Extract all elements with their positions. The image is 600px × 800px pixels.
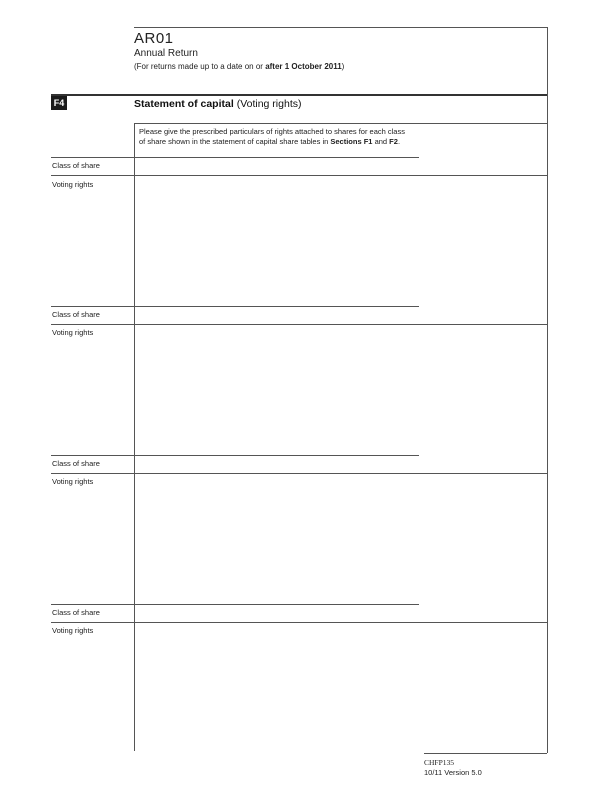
voting-rights-input[interactable] [136, 176, 546, 305]
class-of-share-input[interactable] [136, 456, 418, 472]
form-title: Annual Return [134, 48, 198, 59]
class-of-share-input[interactable] [136, 158, 418, 174]
class-of-share-label: Class of share [52, 459, 100, 468]
footer-version: 10/11 Version 5.0 [424, 768, 482, 777]
footer-form-code: CHFP135 [424, 758, 455, 767]
voting-rights-label: Voting rights [52, 626, 94, 635]
instruction-text: Please give the prescribed particulars of rights attached to shares for each class of share shown in the statement of capital share tables in Sections F1 and F2. [139, 127, 405, 146]
instruction-top-rule [134, 123, 547, 124]
class-of-share-input[interactable] [136, 307, 418, 323]
voting-rights-label: Voting rights [52, 477, 94, 486]
voting-rights-label: Voting rights [52, 328, 94, 337]
class-of-share-label: Class of share [52, 608, 100, 617]
form-subtitle: (For returns made up to a date on or after 1 October 2011) [134, 62, 345, 71]
class-of-share-label: Class of share [52, 310, 100, 319]
form-code: AR01 [134, 30, 174, 47]
top-border [134, 27, 547, 28]
section-title: Statement of capital (Voting rights) [134, 98, 302, 110]
class-of-share-input[interactable] [136, 605, 418, 621]
column-separator [134, 123, 135, 751]
voting-rights-input[interactable] [136, 474, 546, 603]
right-border [547, 27, 548, 753]
bottom-border [424, 753, 547, 754]
voting-rights-label: Voting rights [52, 180, 94, 189]
section-divider [51, 94, 547, 96]
voting-rights-input[interactable] [136, 623, 546, 751]
section-tag: F4 [51, 96, 67, 110]
class-of-share-label: Class of share [52, 161, 100, 170]
voting-rights-input[interactable] [136, 325, 546, 454]
